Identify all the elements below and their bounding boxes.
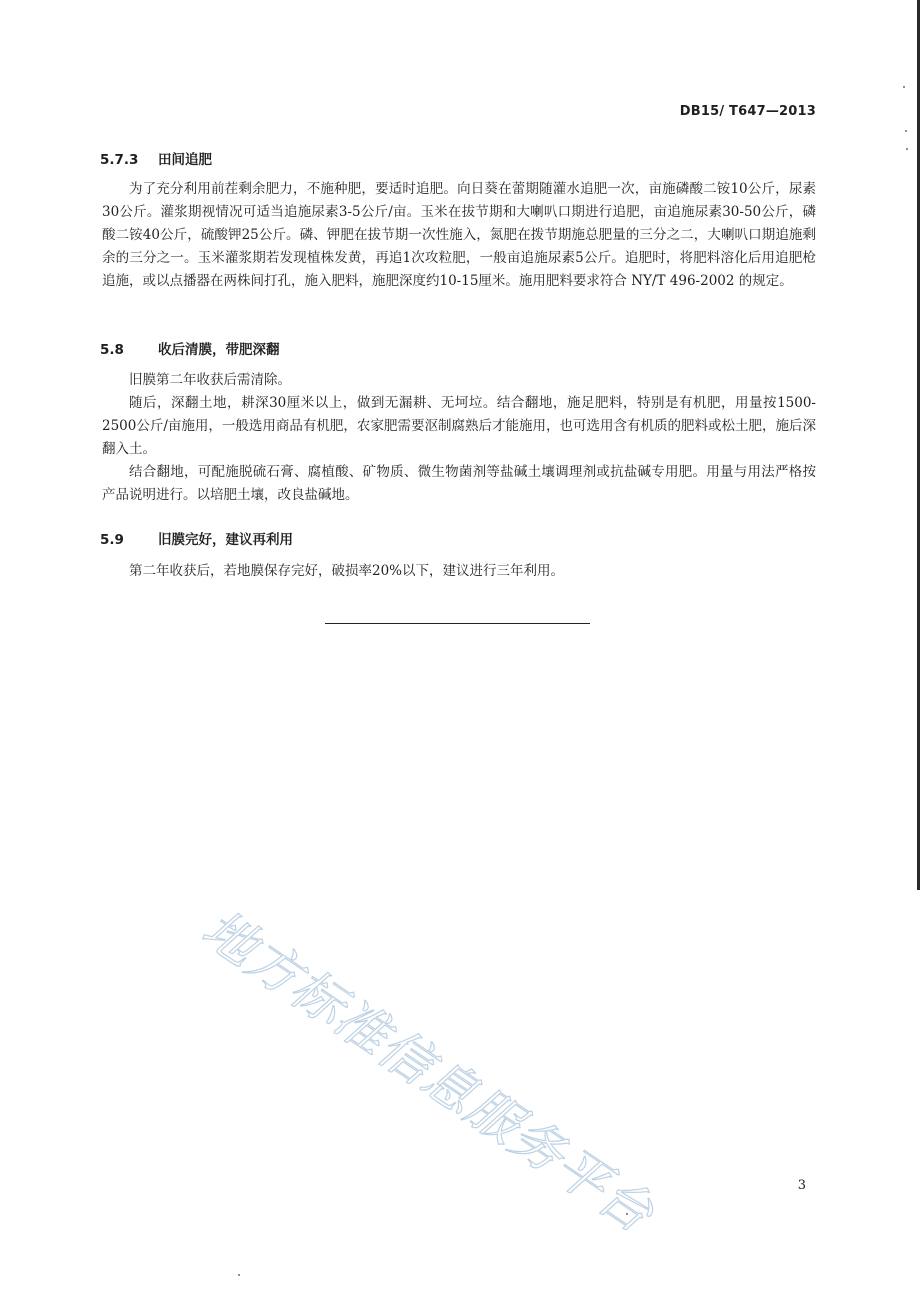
watermark-text: 地方标准信息服务平台 [191,898,665,1245]
scan-speck [905,130,907,132]
section-paragraph: 随后，深翻土地，耕深30厘米以上，做到无漏耕、无坷垃。结合翻地，施足肥料，特别是有机肥，用量按1500-2500公斤/亩施用，一般选用商品有机肥，农家肥需要沤制腐熟后才能施用，也可选用含有机质的肥料或松土肥，施后深翻入土。 [102,395,816,457]
scan-speck [906,148,908,150]
section-paragraph: 第二年收获后，若地膜保存完好，破损率20%以下，建议进行三年利用。 [129,563,565,579]
section-heading-5-7-3 [100,148,212,168]
scan-speck [238,1274,240,1276]
section-title: 田间追肥 [158,152,212,168]
section-number: 5.9 [100,532,124,548]
document-code: DB15/ T647—2013 [679,104,816,119]
section-title: 收后清膜，带肥深翻 [158,342,280,358]
section-number: 5.7.3 [100,152,139,168]
section-title: 旧膜完好，建议再利用 [158,532,293,548]
section-number: 5.8 [100,342,124,358]
section-heading-5-9 [100,528,293,548]
section-paragraph: 结合翻地，可配施脱硫石膏、腐植酸、矿物质、微生物菌剂等盐碱土壤调理剂或抗盐碱专用肥。用量与用法严格按产品说明进行。以培肥土壤，改良盐碱地。 [102,464,816,503]
end-rule [325,623,590,624]
section-paragraph: 旧膜第二年收获后需清除。 [129,372,291,388]
section-heading-5-8 [100,338,280,358]
page-number: 3 [797,1178,806,1193]
section-paragraph: 为了充分利用前茬剩余肥力，不施种肥，要适时追肥。向日葵在蕾期随灌水追肥一次，亩施磷酸二铵10公斤，尿素30公斤。灌浆期视情况可适当追施尿素3-5公斤/亩。玉米在拔节期和大喇叭口期进行追肥，亩追施尿素30-50公斤，磷酸二铵40公斤，硫酸钾25公斤。磷、钾肥在拔节期一次性施入，氮肥在拨节期施总肥量的三分之二，大喇叭口期追施剩余的三分之一。玉米灌浆期若发现植株发黄，再追1次攻粒肥，一般亩追施尿素5公斤。追肥时，将肥料溶化后用追肥枪追施，或以点播器在两株间打孔，施入肥料，施肥深度约10-15厘米。施用肥料要求符合 NY/T 496-2002 的规定。 [102,181,816,289]
scan-speck [903,86,905,88]
